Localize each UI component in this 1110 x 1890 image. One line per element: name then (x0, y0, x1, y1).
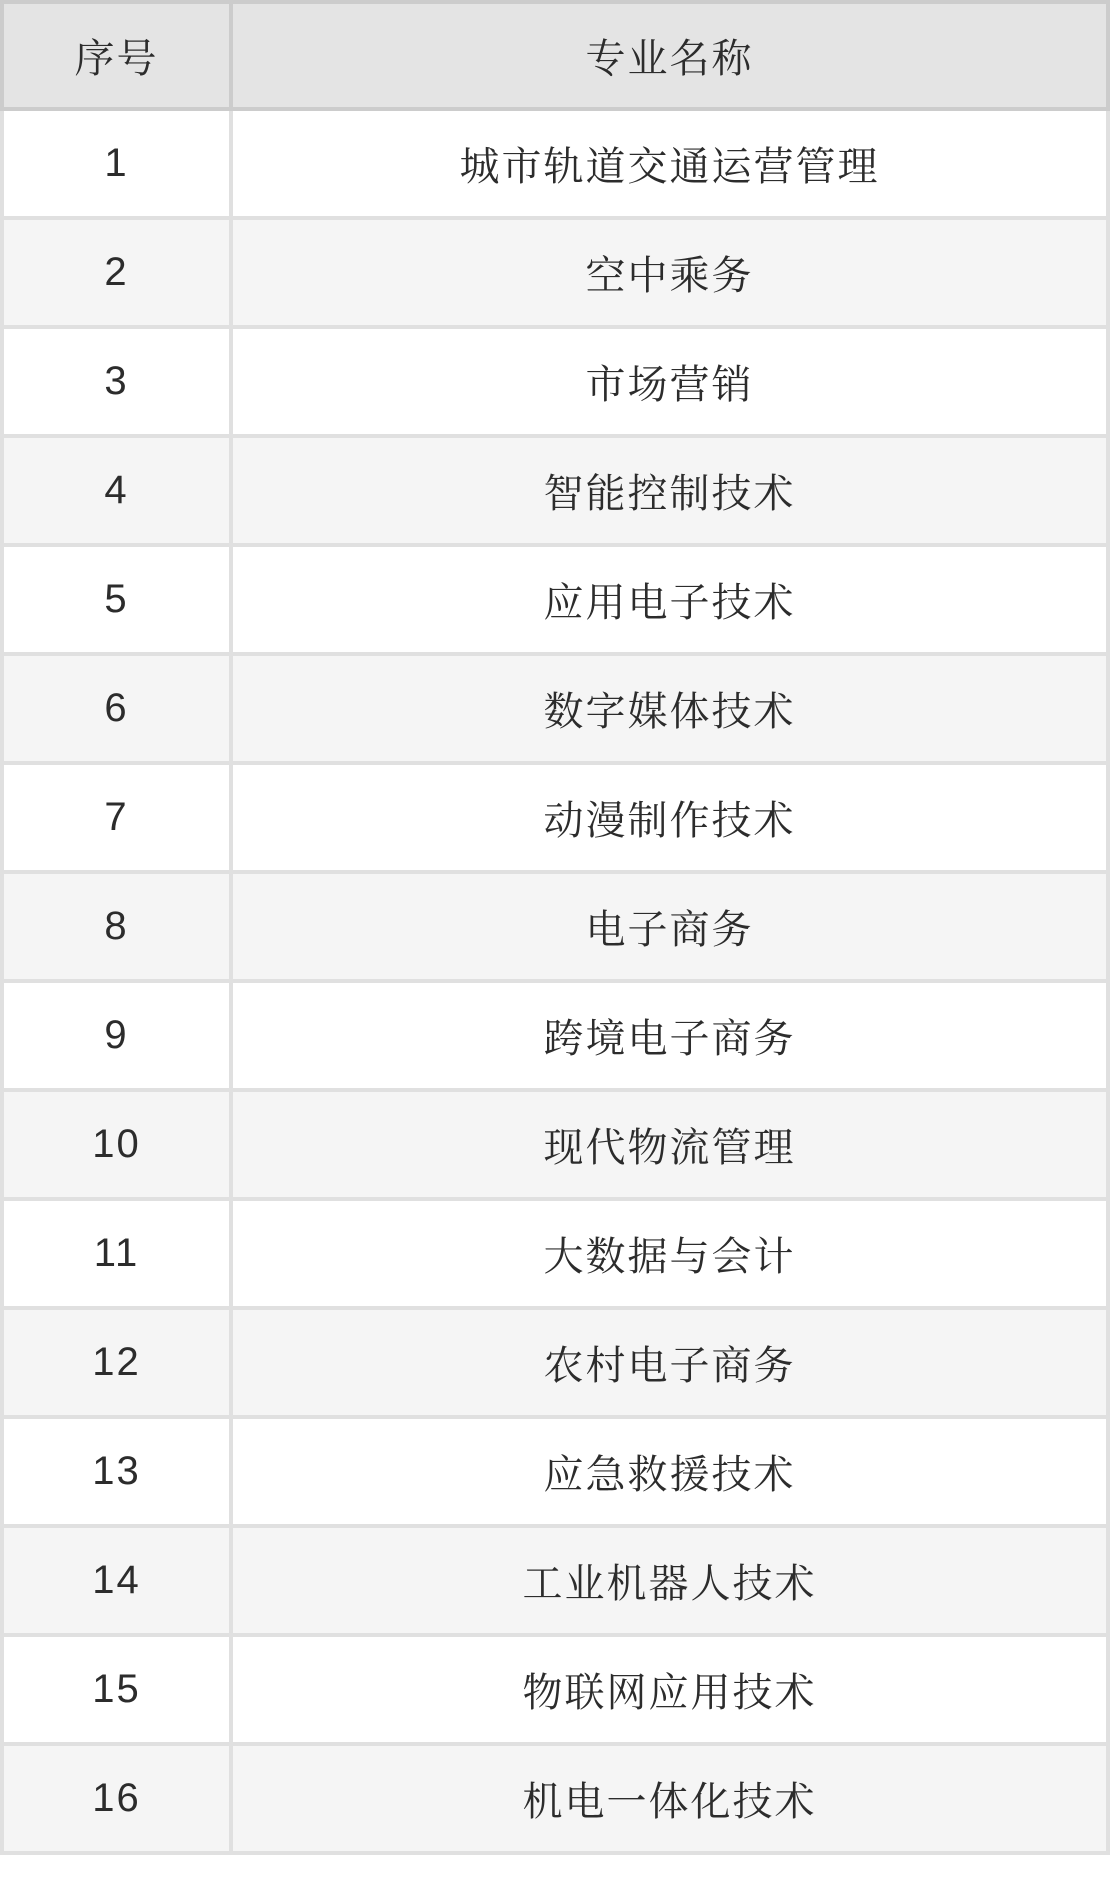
major-name-cell: 市场营销 (231, 327, 1108, 436)
serial-number-cell: 14 (2, 1526, 231, 1635)
table-row (2, 1635, 1108, 1744)
major-name-cell: 智能控制技术 (231, 436, 1108, 545)
serial-number-cell: 4 (2, 436, 231, 545)
major-name-cell: 空中乘务 (231, 218, 1108, 327)
major-name-cell: 跨境电子商务 (231, 981, 1108, 1090)
serial-number-cell: 6 (2, 654, 231, 763)
table-row (2, 872, 1108, 981)
serial-number-cell: 13 (2, 1417, 231, 1526)
table-row (2, 545, 1108, 654)
major-name-cell: 城市轨道交通运营管理 (231, 109, 1108, 218)
header-row (2, 2, 1108, 109)
table-row (2, 981, 1108, 1090)
major-name-cell: 应用电子技术 (231, 545, 1108, 654)
major-name-cell: 动漫制作技术 (231, 763, 1108, 872)
major-name-cell: 物联网应用技术 (231, 1635, 1108, 1744)
column-header-serial-number: 序号 (2, 2, 231, 109)
serial-number-cell: 1 (2, 109, 231, 218)
serial-number-cell: 10 (2, 1090, 231, 1199)
table-row (2, 1744, 1108, 1853)
major-name-cell: 工业机器人技术 (231, 1526, 1108, 1635)
table-row (2, 1417, 1108, 1526)
major-name-cell: 现代物流管理 (231, 1090, 1108, 1199)
table-row (2, 218, 1108, 327)
table-row (2, 1199, 1108, 1308)
major-name-cell: 大数据与会计 (231, 1199, 1108, 1308)
serial-number-cell: 15 (2, 1635, 231, 1744)
serial-number-cell: 5 (2, 545, 231, 654)
major-name-cell: 电子商务 (231, 872, 1108, 981)
table-row (2, 436, 1108, 545)
major-name-cell: 机电一体化技术 (231, 1744, 1108, 1853)
serial-number-cell: 8 (2, 872, 231, 981)
serial-number-cell: 11 (2, 1199, 231, 1308)
serial-number-cell: 7 (2, 763, 231, 872)
serial-number-cell: 16 (2, 1744, 231, 1853)
table-row (2, 327, 1108, 436)
serial-number-cell: 9 (2, 981, 231, 1090)
table-row (2, 1526, 1108, 1635)
table-row (2, 654, 1108, 763)
table-row (2, 109, 1108, 218)
table-row (2, 763, 1108, 872)
table-row (2, 1308, 1108, 1417)
table-row (2, 1090, 1108, 1199)
serial-number-cell: 12 (2, 1308, 231, 1417)
column-header-major-name: 专业名称 (231, 2, 1108, 109)
major-name-cell: 应急救援技术 (231, 1417, 1108, 1526)
major-name-cell: 农村电子商务 (231, 1308, 1108, 1417)
serial-number-cell: 3 (2, 327, 231, 436)
serial-number-cell: 2 (2, 218, 231, 327)
major-name-cell: 数字媒体技术 (231, 654, 1108, 763)
